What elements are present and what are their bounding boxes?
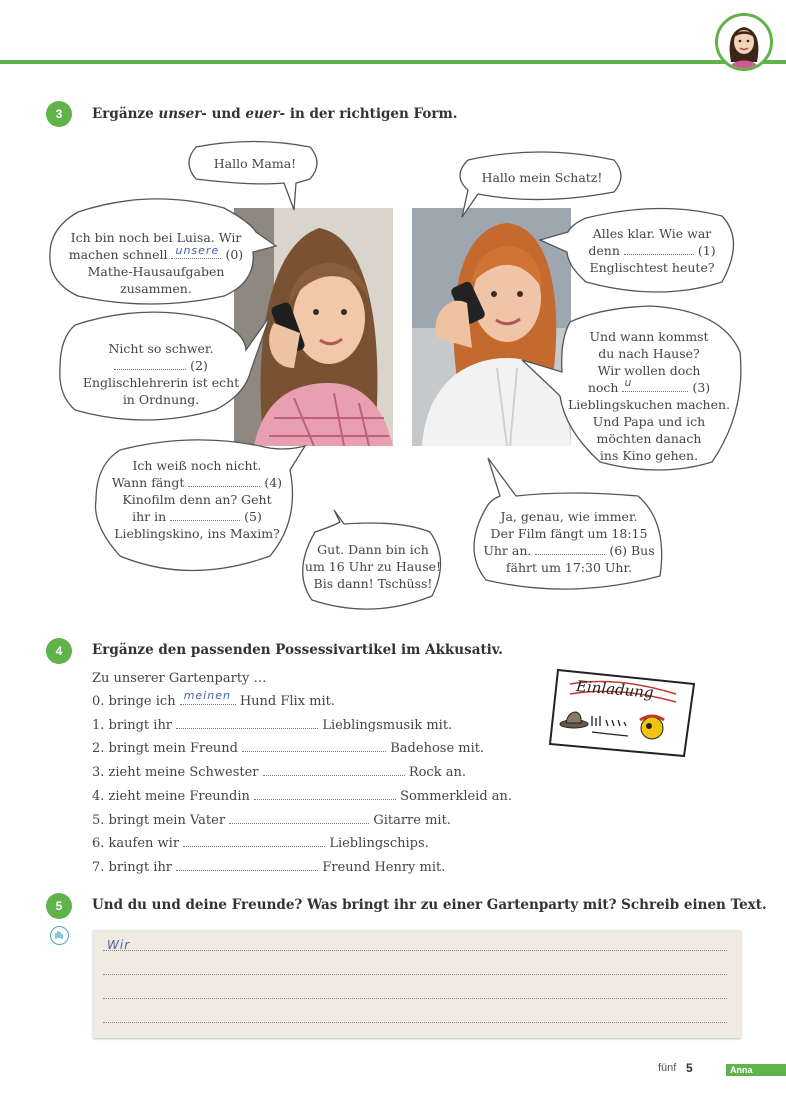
exercise-4-line-7: 7. bringt ihr Freund Henry mit. [92, 860, 446, 875]
blank-1[interactable] [624, 243, 694, 255]
fruit-icon [640, 716, 664, 739]
bubble-hallo-mama [189, 142, 317, 211]
text-gut: Gut. Dann bin ich um 16 Uhr zu Hause! Bis dann! Tschüss! [304, 542, 442, 591]
exercise-4-line-5: 5. bringt mein Vater Gitarre mit. [92, 813, 451, 828]
page-number: 5 [686, 1061, 693, 1075]
text-klar: Alles klar. Wie war denn (1) Englischtest heute? [588, 226, 716, 275]
blank-line-7[interactable] [176, 860, 318, 871]
exercise-5-number: 5 [46, 893, 72, 919]
blank-line-4[interactable] [254, 789, 396, 800]
answer-unsere: unsere [175, 244, 220, 257]
exercise-4-number: 4 [46, 638, 72, 664]
blank-2[interactable] [114, 358, 186, 370]
text-wann: Und wann kommst du nach Hause? Wir wollen doch noch u (3) Lieblingskuchen machen. Und Papa und ich möchten danach ins Kino gehen. [567, 329, 731, 463]
text-schwer: Nicht so schwer. (2) Englischlehrerin ist echt in Ordnung. [82, 341, 240, 407]
exercise-4-line-2: 2. bringt mein Freund Badehose mit. [92, 741, 485, 756]
writing-line [103, 974, 727, 975]
text-luisa: Ich bin noch bei Luisa. Wir machen schnell unsere (0) Mathe-Hausaufgaben zusammen. [68, 230, 244, 296]
page-word: fünf [658, 1062, 677, 1074]
writing-start-word: Wir [107, 938, 131, 952]
blank-line-6[interactable] [183, 836, 325, 847]
exercise-4-line-1: 1. bringt ihr Lieblingsmusik mit. [92, 718, 453, 733]
text-ja: Ja, genau, wie immer. Der Film fängt um 18:15 Uhr an. (6) Bus fährt um 17:30 Uhr. [483, 509, 655, 575]
text-hallo-mama: Hallo Mama! [213, 156, 297, 171]
exercise-4-line-3: 3. zieht meine Schwester Rock an. [92, 765, 466, 780]
blank-6[interactable] [535, 543, 605, 555]
blank-line-1[interactable] [176, 718, 318, 729]
exercise-4-intro: Zu unserer Gartenparty … [92, 671, 267, 686]
invitation-card [548, 668, 696, 758]
blank-4[interactable] [188, 475, 260, 487]
text-schatz: Hallo mein Schatz! [481, 170, 603, 185]
writing-line [103, 998, 727, 999]
exercise-4-title: Ergänze den passenden Possessivartikel im Akkusativ. [92, 642, 503, 658]
footer-name-tag: Anna [726, 1064, 786, 1076]
blank-3[interactable]: u [622, 380, 688, 392]
blank-line-5[interactable] [229, 813, 369, 824]
writing-area[interactable] [93, 930, 741, 1038]
exercise-4-line-0: 0. bringe ich meinen Hund Flix mit. [92, 689, 336, 709]
exercise-3-title: Ergänze unser- und euer- in der richtigen Form. [92, 106, 458, 122]
writing-hand-icon [50, 926, 69, 945]
blank-5[interactable] [170, 509, 240, 521]
answer-meinen: meinen [183, 689, 231, 702]
blank-line-3[interactable] [263, 765, 405, 776]
writing-line [103, 950, 727, 951]
exercise-4-line-4: 4. zieht meine Freundin Sommerkleid an. [92, 789, 513, 804]
exercise-4-line-6: 6. kaufen wir Lieblingschips. [92, 836, 429, 851]
writing-line [103, 1022, 727, 1023]
exercise-3-number: 3 [46, 101, 72, 127]
text-weiss: Ich weiß noch nicht. Wann fängt (4) Kinofilm denn an? Geht ihr in (5) Lieblingskino, ins Maxim? [111, 458, 283, 541]
card-word: Einladung [575, 677, 655, 702]
exercise-5-title: Und du und deine Freunde? Was bringt ihr zu einer Gartenparty mit? Schreib einen Text. [92, 897, 767, 913]
blank-line-2[interactable] [242, 741, 386, 752]
